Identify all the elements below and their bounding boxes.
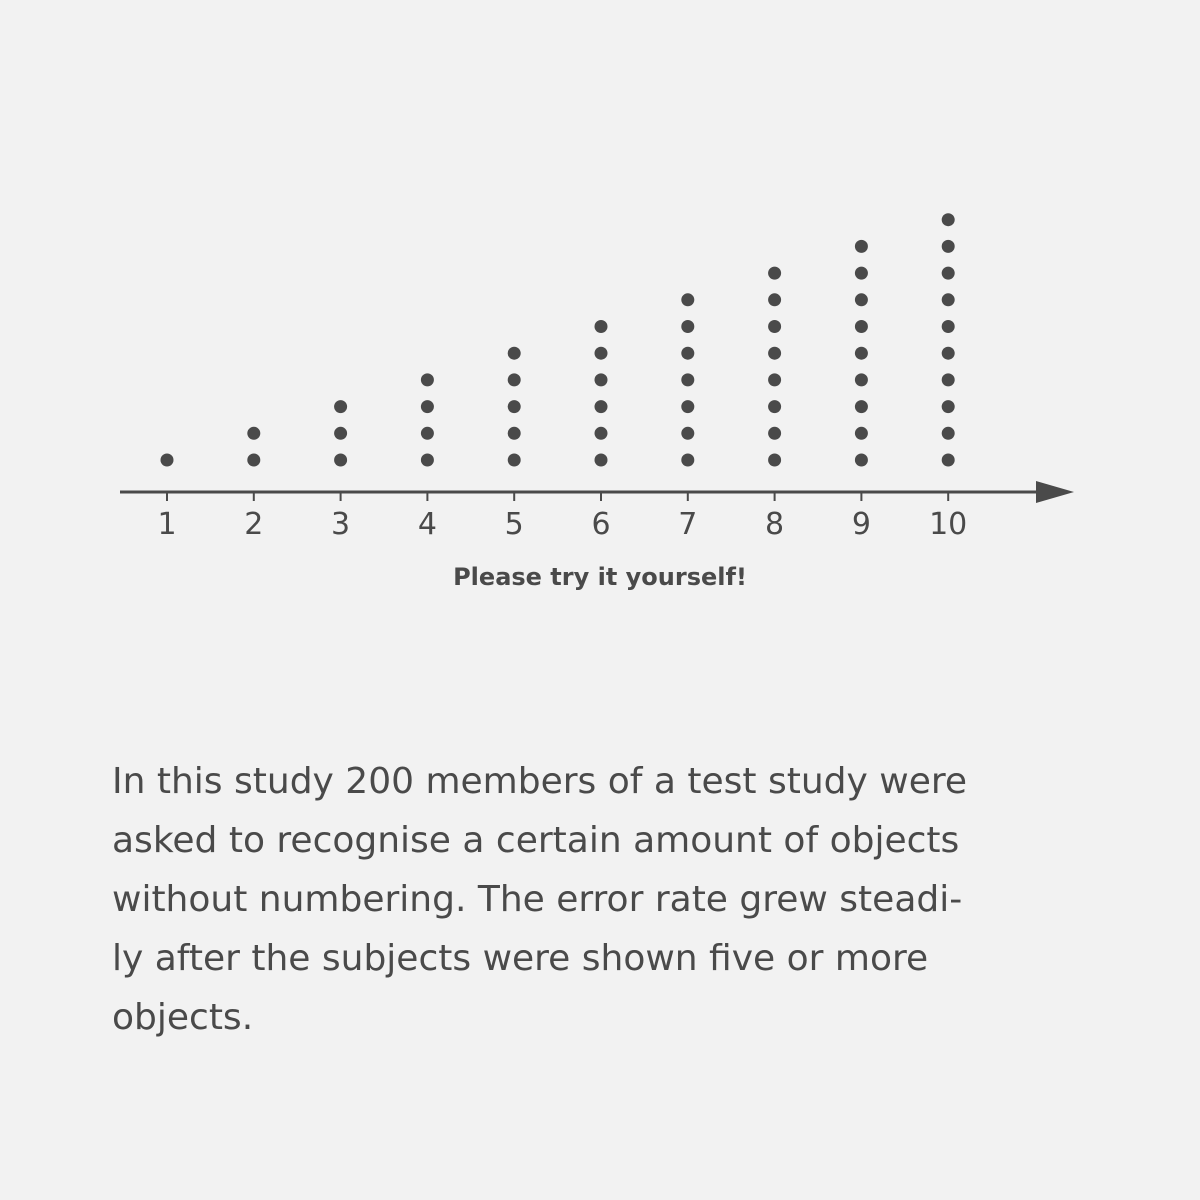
data-dot [855,373,868,386]
data-dot [855,454,868,467]
data-dot [855,267,868,280]
x-tick-label: 5 [504,507,524,542]
data-dot [942,293,955,306]
data-dot [508,373,521,386]
data-dot [942,267,955,280]
data-dot [334,400,347,413]
x-tick-label: 4 [417,507,437,542]
data-dot [768,427,781,440]
data-dot [595,347,608,360]
data-dot [334,454,347,467]
data-dot [855,320,868,333]
data-dot [942,373,955,386]
body-line: objects. [112,997,254,1038]
data-dot [681,373,694,386]
data-dot [421,373,434,386]
body-paragraph [112,752,1072,1047]
data-dot [595,320,608,333]
x-axis-arrowhead [1036,481,1074,503]
data-dot [855,427,868,440]
x-tick-label: 6 [591,507,611,542]
data-dot [508,454,521,467]
x-tick-label: 9 [851,507,871,542]
body-line: ly after the subjects were shown five or more [112,938,929,979]
data-dot [508,400,521,413]
data-dot [681,347,694,360]
data-dot [942,347,955,360]
data-dot [421,400,434,413]
data-dot [421,427,434,440]
data-dot [161,454,174,467]
data-dot [768,400,781,413]
data-dot [768,293,781,306]
data-dot [681,454,694,467]
data-dot [595,454,608,467]
data-dot [595,373,608,386]
data-dot [942,400,955,413]
x-tick-label: 3 [331,507,351,542]
body-line: In this study 200 members of a test study were [112,761,967,802]
data-dot [942,427,955,440]
data-dot [681,320,694,333]
data-dot [855,293,868,306]
x-tick-label: 8 [765,507,785,542]
data-dot [421,454,434,467]
data-dot [247,427,260,440]
data-dot [942,240,955,253]
data-dot [681,400,694,413]
x-tick-label: 10 [929,507,968,542]
data-dot [768,373,781,386]
body-line: asked to recognise a certain amount of objects [112,820,960,861]
data-dot [595,400,608,413]
dot-columns [161,213,955,466]
data-dot [942,320,955,333]
data-dot [768,454,781,467]
data-dot [855,347,868,360]
body-line: without numbering. The error rate grew steadi- [112,879,963,920]
x-axis-tick-labels [157,507,967,542]
data-dot [855,240,868,253]
x-tick-label: 1 [157,507,177,542]
data-dot [508,427,521,440]
data-dot [681,293,694,306]
data-dot [768,267,781,280]
data-dot [681,427,694,440]
data-dot [508,347,521,360]
data-dot [768,320,781,333]
data-dot [855,400,868,413]
data-dot [942,213,955,226]
x-axis-label: Please try it yourself! [453,563,747,591]
data-dot [768,347,781,360]
data-dot [247,454,260,467]
data-dot [942,454,955,467]
x-tick-label: 7 [678,507,698,542]
data-dot [334,427,347,440]
data-dot [595,427,608,440]
x-tick-label: 2 [244,507,264,542]
